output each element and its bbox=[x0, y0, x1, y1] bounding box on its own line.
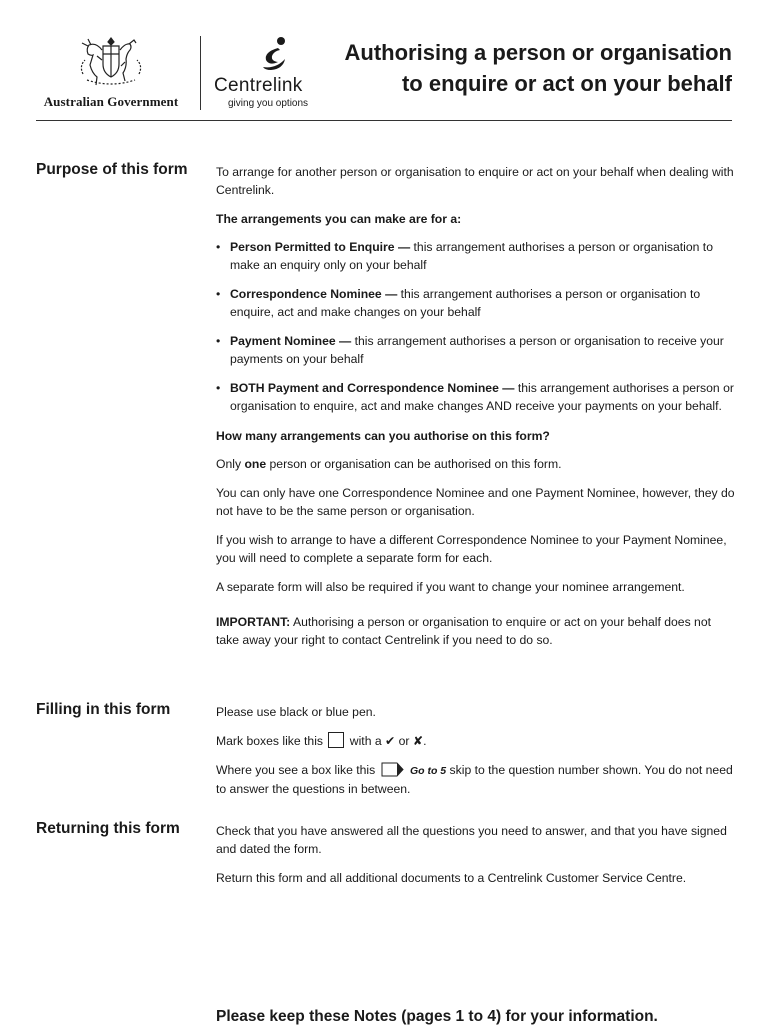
page-header bbox=[36, 28, 732, 120]
mark-or: or bbox=[395, 734, 413, 748]
arrangement-term: BOTH Payment and Correspondence Nominee — bbox=[230, 381, 515, 395]
arrangement-text: this arrangement authorises a person or organisation to make an enquiry only on your behalf bbox=[230, 240, 713, 272]
australian-government-wordmark: Australian Government bbox=[43, 94, 179, 109]
important-label: IMPORTANT: bbox=[216, 615, 291, 629]
separate-form-paragraph: If you wish to arrange to have a different Correspondence Nominee to your Payment Nominee, you will need to complete a separate form for each. bbox=[216, 533, 727, 565]
mark-end: . bbox=[423, 734, 427, 748]
centrelink-logo bbox=[214, 34, 324, 114]
filling-section bbox=[216, 703, 736, 809]
coat-of-arms-icon bbox=[69, 34, 153, 92]
purpose-heading: Purpose of this form bbox=[36, 161, 188, 178]
mark-boxes-instruction bbox=[216, 732, 736, 750]
arrangement-term: Payment Nominee — bbox=[230, 334, 352, 348]
header-rule bbox=[36, 120, 732, 121]
arrangement-term: Correspondence Nominee — bbox=[230, 287, 398, 301]
form-title bbox=[332, 37, 732, 99]
returning-heading: Returning this form bbox=[36, 820, 180, 837]
skip-pre: Where you see a box like this bbox=[216, 763, 379, 777]
arrangements-heading: The arrangements you can make are for a: bbox=[216, 212, 462, 226]
tick-icon: ✔ bbox=[385, 734, 396, 748]
centrelink-tagline: giving you options bbox=[228, 98, 309, 109]
return-instruction: Return this form and all additional documents to a Centrelink Customer Service Centre. bbox=[216, 871, 687, 885]
footer-note: Please keep these Notes (pages 1 to 4) for your information. bbox=[216, 1008, 658, 1025]
cross-icon: ✘ bbox=[412, 734, 424, 748]
form-title-line2: to enquire or act on your behalf bbox=[401, 71, 732, 96]
check-instruction: Check that you have answered all the questions you need to answer, and that you have signed and dated the form. bbox=[216, 824, 727, 856]
centrelink-wordmark: Centrelink bbox=[214, 75, 303, 96]
form-title-line1: Authorising a person or organisation bbox=[344, 40, 732, 65]
important-paragraph bbox=[216, 613, 736, 649]
arrangement-text: this arrangement authorises a person or organisation to receive your payments on your behalf bbox=[230, 334, 724, 366]
skip-instruction bbox=[216, 761, 736, 798]
list-item bbox=[216, 332, 736, 368]
list-item bbox=[216, 238, 736, 274]
purpose-intro: To arrange for another person or organisation to enquire or act on your behalf when dealing with Centrelink. bbox=[216, 165, 734, 197]
australian-government-logo bbox=[36, 34, 186, 114]
skip-post: skip to the question number shown. You do not need to answer the questions in between. bbox=[216, 763, 733, 796]
arrangement-term: Person Permitted to Enquire — bbox=[230, 240, 411, 254]
important-text: Authorising a person or organisation to enquire or act on your behalf does not take away your right to contact Centrelink if you need to do so. bbox=[216, 615, 711, 647]
only-one-bold: one bbox=[244, 457, 267, 471]
pen-instruction: Please use black or blue pen. bbox=[216, 705, 376, 719]
change-arrangement-paragraph: A separate form will also be required if you want to change your nominee arrangement. bbox=[216, 580, 685, 594]
logo-divider bbox=[200, 36, 201, 110]
only-one-post: person or organisation can be authorised on this form. bbox=[266, 457, 562, 471]
arrangement-text: this arrangement authorises a person or organisation to enquire, act and make changes on your behalf bbox=[230, 287, 701, 319]
mark-mid: with a bbox=[346, 734, 386, 748]
list-item bbox=[216, 379, 736, 415]
list-item bbox=[216, 285, 736, 321]
purpose-section bbox=[216, 163, 736, 660]
centrelink-swirl-icon bbox=[254, 34, 294, 74]
only-one-paragraph bbox=[216, 455, 736, 473]
returning-section bbox=[216, 822, 736, 898]
how-many-heading: How many arrangements can you authorise on this form? bbox=[216, 429, 550, 443]
arrangement-text: this arrangement authorises a person or organisation to enquire, act and make changes AND receive your payments on your behalf. bbox=[230, 381, 734, 413]
only-one-pre: Only bbox=[216, 457, 245, 471]
goto-arrow-icon bbox=[381, 762, 405, 777]
one-each-paragraph: You can only have one Correspondence Nominee and one Payment Nominee, however, they do not have to be the same person or organisation. bbox=[216, 486, 735, 518]
example-checkbox bbox=[328, 732, 344, 748]
mark-pre: Mark boxes like this bbox=[216, 734, 327, 748]
filling-heading: Filling in this form bbox=[36, 701, 171, 718]
goto-label: Go to 5 bbox=[409, 765, 447, 777]
arrangements-list bbox=[216, 238, 736, 415]
